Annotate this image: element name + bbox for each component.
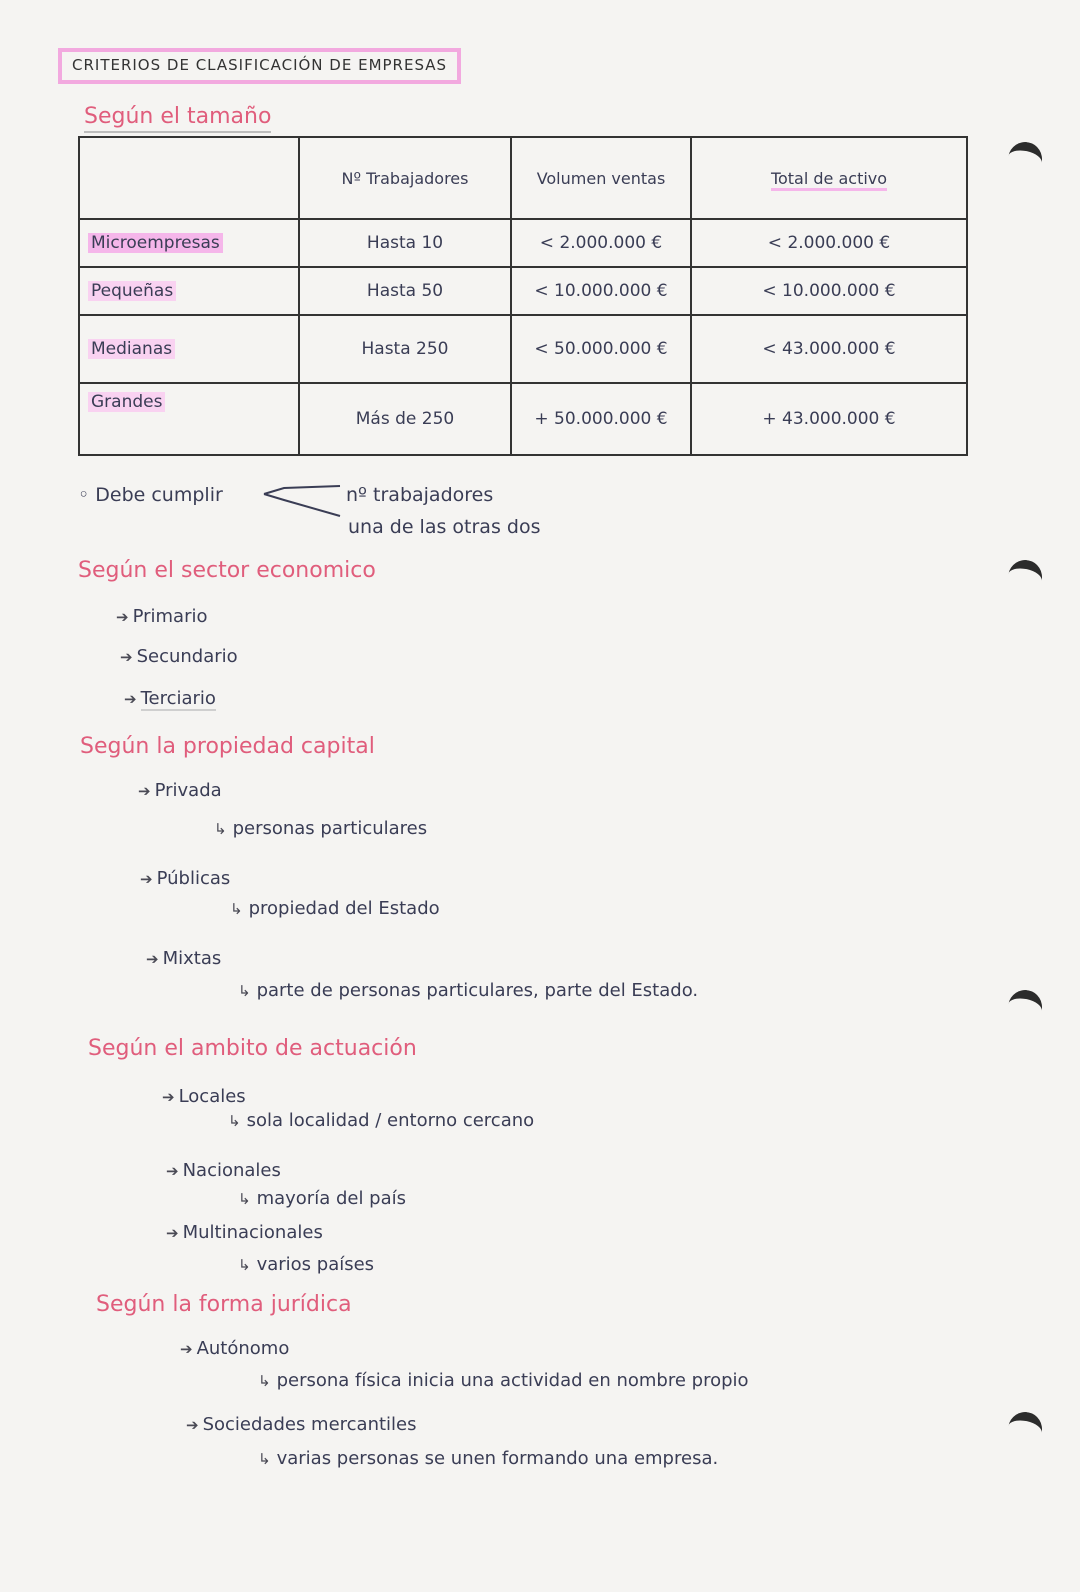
requirement-label: Debe cumplir <box>95 484 223 506</box>
requirement-branch: nº trabajadores <box>346 484 494 506</box>
table-header-cell <box>79 137 299 219</box>
arrow-right-icon: ➔ <box>186 1416 199 1434</box>
arrow-right-icon: ➔ <box>166 1224 179 1242</box>
detail-text: propiedad del Estado <box>248 898 440 919</box>
row-label: Microempresas <box>88 233 223 253</box>
detail-text: varios países <box>256 1254 375 1275</box>
hook-arrow-icon: ↳ <box>238 1190 251 1208</box>
list-item <box>162 1086 246 1107</box>
section-heading-size: Según el tamaño <box>84 104 271 133</box>
list-item-detail <box>214 818 427 839</box>
branch-icon <box>260 482 350 522</box>
list-item-label: Secundario <box>136 646 238 667</box>
bullet-icon: ◦ <box>78 484 96 506</box>
sales-cell: < 10.000.000 € <box>511 267 691 315</box>
list-item-label: Primario <box>132 606 208 627</box>
list-item-label: Locales <box>178 1086 246 1107</box>
hook-arrow-icon: ↳ <box>228 1112 241 1130</box>
table-header-row <box>79 137 967 219</box>
arrow-right-icon: ➔ <box>138 782 151 800</box>
workers-cell: Hasta 50 <box>299 267 511 315</box>
list-item-label: Multinacionales <box>182 1222 323 1243</box>
table-header-cell: Nº Trabajadores <box>299 137 511 219</box>
list-item <box>186 1414 417 1435</box>
assets-cell: < 43.000.000 € <box>691 315 967 383</box>
detail-text: persona física inicia una actividad en nombre propio <box>276 1370 749 1391</box>
section-heading-ownership: Según la propiedad capital <box>80 734 375 759</box>
hook-arrow-icon: ↳ <box>238 982 251 1000</box>
table-row <box>79 315 967 383</box>
hook-arrow-icon: ↳ <box>258 1450 271 1468</box>
sales-cell: < 2.000.000 € <box>511 219 691 267</box>
page-title: CRITERIOS DE CLASIFICACIÓN DE EMPRESAS <box>58 48 461 84</box>
arrow-right-icon: ➔ <box>140 870 153 888</box>
arrow-right-icon: ➔ <box>166 1162 179 1180</box>
row-label: Grandes <box>88 392 165 412</box>
list-item-label: Mixtas <box>162 948 222 969</box>
detail-text: parte de personas particulares, parte del Estado. <box>256 980 699 1001</box>
list-item-label: Nacionales <box>182 1160 281 1181</box>
list-item-label: Privada <box>154 780 222 801</box>
binder-ring-icon <box>1005 557 1046 598</box>
list-item <box>138 780 222 801</box>
table-header-cell <box>691 137 967 219</box>
hook-arrow-icon: ↳ <box>258 1372 271 1390</box>
detail-text: sola localidad / entorno cercano <box>246 1110 535 1131</box>
table-row <box>79 219 967 267</box>
list-item-detail <box>230 898 440 919</box>
list-item-detail <box>258 1448 718 1469</box>
arrow-right-icon: ➔ <box>124 690 137 708</box>
list-item <box>140 868 230 889</box>
workers-cell: Más de 250 <box>299 383 511 455</box>
hook-arrow-icon: ↳ <box>214 820 227 838</box>
table-header-label: Total de activo <box>771 169 887 191</box>
requirement-branch: una de las otras dos <box>348 516 541 538</box>
workers-cell: Hasta 10 <box>299 219 511 267</box>
assets-cell: < 10.000.000 € <box>691 267 967 315</box>
list-item <box>124 688 216 709</box>
size-table <box>78 136 968 456</box>
row-label-cell <box>79 383 299 455</box>
sales-cell: + 50.000.000 € <box>511 383 691 455</box>
assets-cell: + 43.000.000 € <box>691 383 967 455</box>
workers-cell: Hasta 250 <box>299 315 511 383</box>
detail-text: mayoría del país <box>256 1188 407 1209</box>
section-heading-scope: Según el ambito de actuación <box>88 1036 417 1061</box>
section-heading-sector: Según el sector economico <box>78 558 376 583</box>
list-item-detail <box>238 1254 374 1275</box>
row-label: Pequeñas <box>88 281 176 301</box>
hook-arrow-icon: ↳ <box>230 900 243 918</box>
list-item-detail <box>228 1110 534 1131</box>
list-item-label: Públicas <box>156 868 231 889</box>
list-item-detail <box>238 1188 406 1209</box>
row-label: Medianas <box>88 339 175 359</box>
detail-text: varias personas se unen formando una empresa. <box>276 1448 719 1469</box>
arrow-right-icon: ➔ <box>180 1340 193 1358</box>
arrow-right-icon: ➔ <box>120 648 133 666</box>
list-item <box>166 1222 323 1243</box>
list-item <box>116 606 208 627</box>
list-item <box>146 948 221 969</box>
row-label-cell <box>79 219 299 267</box>
row-label-cell <box>79 267 299 315</box>
table-row <box>79 383 967 455</box>
list-item <box>166 1160 281 1181</box>
arrow-right-icon: ➔ <box>146 950 159 968</box>
list-item-label: Sociedades mercantiles <box>202 1414 417 1435</box>
hook-arrow-icon: ↳ <box>238 1256 251 1274</box>
binder-ring-icon <box>1005 139 1046 180</box>
sales-cell: < 50.000.000 € <box>511 315 691 383</box>
list-item-detail <box>238 980 698 1001</box>
section-heading-legal: Según la forma jurídica <box>96 1292 352 1317</box>
table-header-cell: Volumen ventas <box>511 137 691 219</box>
binder-ring-icon <box>1005 1409 1046 1450</box>
row-label-cell <box>79 315 299 383</box>
list-item <box>180 1338 289 1359</box>
requirement-note <box>78 484 223 506</box>
list-item-label: Autónomo <box>196 1338 290 1359</box>
binder-ring-icon <box>1005 987 1046 1028</box>
arrow-right-icon: ➔ <box>116 608 129 626</box>
list-item <box>120 646 238 667</box>
list-item-label: Terciario <box>140 688 216 709</box>
assets-cell: < 2.000.000 € <box>691 219 967 267</box>
detail-text: personas particulares <box>232 818 428 839</box>
table-row <box>79 267 967 315</box>
list-item-detail <box>258 1370 749 1391</box>
arrow-right-icon: ➔ <box>162 1088 175 1106</box>
